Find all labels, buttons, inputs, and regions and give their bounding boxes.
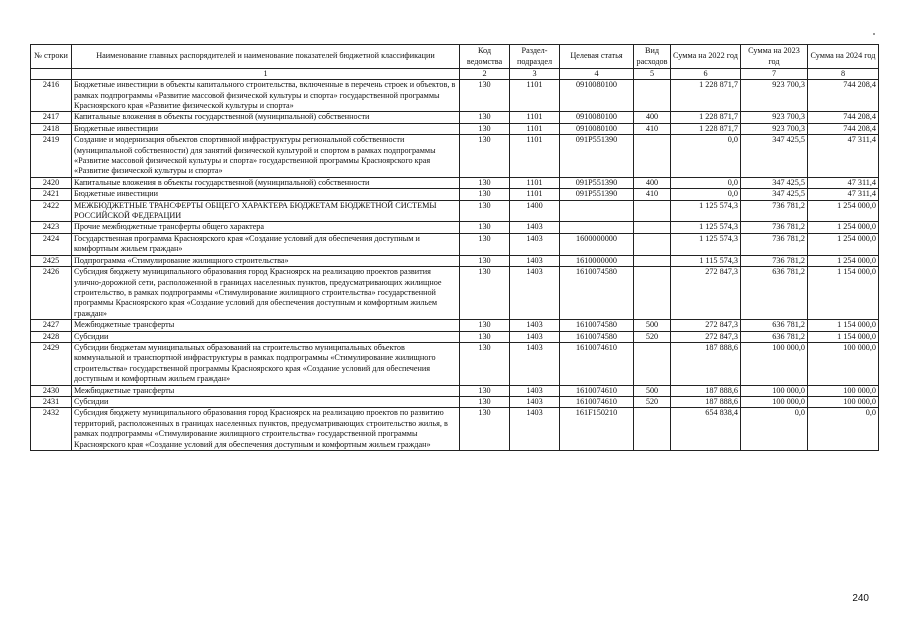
cell-expense-type: 520 xyxy=(634,331,671,342)
cell-row-number: 2431 xyxy=(31,396,72,407)
cell-dept-code: 130 xyxy=(460,222,510,233)
cell-sum-2023: 923 700,3 xyxy=(741,123,808,134)
cell-row-number: 2426 xyxy=(31,267,72,320)
cell-dept-code: 130 xyxy=(460,233,510,255)
cell-target-article: 1610074610 xyxy=(560,396,634,407)
cell-name: Субсидия бюджету муниципального образования город Красноярск на реализацию проектов по развитию территорий, расположенных в границах населенных пунктов, предусматривающих строительство жилья, в рамках подпрограммы «Стимулирование жилищного строительства» государственной программы Красноярского края «Создание условий для обеспечения доступным и комфортным жильем граждан» xyxy=(72,408,460,451)
cell-name: МЕЖБЮДЖЕТНЫЕ ТРАНСФЕРТЫ ОБЩЕГО ХАРАКТЕРА БЮДЖЕТАМ БЮДЖЕТНОЙ СИСТЕМЫ РОССИЙСКОЙ ФЕДЕРАЦИИ xyxy=(72,200,460,222)
cell-row-number: 2423 xyxy=(31,222,72,233)
cell-dept-code: 130 xyxy=(460,80,510,112)
column-number-row xyxy=(31,69,879,80)
table-row xyxy=(31,189,879,200)
cell-section-code: 1101 xyxy=(510,123,560,134)
cell-row-number: 2418 xyxy=(31,123,72,134)
header-row-no: № строки xyxy=(31,45,72,69)
cell-section-code: 1101 xyxy=(510,112,560,123)
cell-sum-2024: 1 254 000,0 xyxy=(808,255,879,266)
cell-sum-2024: 100 000,0 xyxy=(808,396,879,407)
cell-sum-2023: 347 425,5 xyxy=(741,135,808,178)
cell-target-article: 1610074580 xyxy=(560,320,634,331)
table-row xyxy=(31,396,879,407)
cell-sum-2022: 1 228 871,7 xyxy=(671,112,741,123)
cell-sum-2022: 187 888,6 xyxy=(671,342,741,385)
cell-target-article: 0910080100 xyxy=(560,123,634,134)
cell-dept-code: 130 xyxy=(460,267,510,320)
cell-sum-2024: 1 154 000,0 xyxy=(808,267,879,320)
cell-section-code: 1403 xyxy=(510,331,560,342)
cell-sum-2022: 0,0 xyxy=(671,135,741,178)
cell-sum-2022: 272 847,3 xyxy=(671,320,741,331)
cell-dept-code: 130 xyxy=(460,112,510,123)
cell-row-number: 2419 xyxy=(31,135,72,178)
table-header xyxy=(31,45,879,80)
cell-expense-type xyxy=(634,200,671,222)
budget-table xyxy=(30,44,879,451)
cell-name: Создание и модернизация объектов спортивной инфраструктуры региональной собственности (муниципальной собственности) для занятий физической культурой и спортом в рамках подпрограммы «Развитие массовой физической культуры и спорта» государственной программы Красноярского края «Развитие физической культуры и спорта» xyxy=(72,135,460,178)
cell-section-code: 1403 xyxy=(510,267,560,320)
cell-dept-code: 130 xyxy=(460,320,510,331)
cell-row-number: 2420 xyxy=(31,177,72,188)
cell-row-number: 2429 xyxy=(31,342,72,385)
cell-target-article: 0910080100 xyxy=(560,112,634,123)
cell-row-number: 2422 xyxy=(31,200,72,222)
cell-sum-2022: 1 125 574,3 xyxy=(671,233,741,255)
cell-sum-2023: 923 700,3 xyxy=(741,80,808,112)
column-number xyxy=(31,69,72,80)
cell-sum-2023: 347 425,5 xyxy=(741,189,808,200)
cell-sum-2022: 654 838,4 xyxy=(671,408,741,451)
cell-name: Капитальные вложения в объекты государственной (муниципальной) собственности xyxy=(72,177,460,188)
cell-sum-2022: 0,0 xyxy=(671,189,741,200)
cell-target-article: 1600000000 xyxy=(560,233,634,255)
cell-sum-2024: 100 000,0 xyxy=(808,342,879,385)
table-row xyxy=(31,385,879,396)
table-row xyxy=(31,200,879,222)
table-body xyxy=(31,80,879,451)
cell-expense-type xyxy=(634,233,671,255)
table-row xyxy=(31,320,879,331)
cell-sum-2023: 736 781,2 xyxy=(741,233,808,255)
cell-expense-type: 410 xyxy=(634,189,671,200)
cell-section-code: 1403 xyxy=(510,222,560,233)
cell-name: Бюджетные инвестиции в объекты капитального строительства, включенные в перечень строек и объектов, в рамках подпрограммы «Развитие массовой физической культуры и спорта» государственной программы Красноярского края «Развитие физической культуры и спорта» xyxy=(72,80,460,112)
cell-sum-2023: 100 000,0 xyxy=(741,342,808,385)
cell-expense-type: 500 xyxy=(634,385,671,396)
cell-section-code: 1403 xyxy=(510,255,560,266)
cell-sum-2024: 744 208,4 xyxy=(808,123,879,134)
cell-target-article: 1610000000 xyxy=(560,255,634,266)
cell-target-article: 091P551390 xyxy=(560,189,634,200)
column-number: 5 xyxy=(634,69,671,80)
cell-expense-type xyxy=(634,342,671,385)
header-sum-2022: Сумма на 2022 год xyxy=(671,45,741,69)
column-number: 4 xyxy=(560,69,634,80)
cell-expense-type: 410 xyxy=(634,123,671,134)
cell-section-code: 1403 xyxy=(510,408,560,451)
cell-row-number: 2424 xyxy=(31,233,72,255)
cell-sum-2024: 1 154 000,0 xyxy=(808,320,879,331)
table-row xyxy=(31,408,879,451)
cell-section-code: 1400 xyxy=(510,200,560,222)
cell-row-number: 2427 xyxy=(31,320,72,331)
cell-name: Субсидии xyxy=(72,331,460,342)
cell-sum-2022: 272 847,3 xyxy=(671,331,741,342)
cell-sum-2023: 636 781,2 xyxy=(741,320,808,331)
cell-sum-2024: 1 154 000,0 xyxy=(808,331,879,342)
cell-expense-type: 500 xyxy=(634,320,671,331)
cell-sum-2022: 272 847,3 xyxy=(671,267,741,320)
page-number: 240 xyxy=(852,593,869,604)
cell-target-article: 1610074580 xyxy=(560,331,634,342)
cell-expense-type xyxy=(634,408,671,451)
cell-sum-2022: 1 115 574,3 xyxy=(671,255,741,266)
cell-row-number: 2430 xyxy=(31,385,72,396)
cell-section-code: 1403 xyxy=(510,320,560,331)
header-name: Наименование главных распорядителей и наименование показателей бюджетной классификации xyxy=(72,45,460,69)
cell-name: Бюджетные инвестиции xyxy=(72,123,460,134)
cell-sum-2024: 47 311,4 xyxy=(808,177,879,188)
cell-sum-2023: 736 781,2 xyxy=(741,200,808,222)
cell-dept-code: 130 xyxy=(460,396,510,407)
cell-dept-code: 130 xyxy=(460,342,510,385)
cell-name: Капитальные вложения в объекты государственной (муниципальной) собственности xyxy=(72,112,460,123)
cell-sum-2022: 1 228 871,7 xyxy=(671,123,741,134)
cell-dept-code: 130 xyxy=(460,123,510,134)
cell-name: Подпрограмма «Стимулирование жилищного строительства» xyxy=(72,255,460,266)
cell-sum-2024: 1 254 000,0 xyxy=(808,200,879,222)
cell-sum-2023: 347 425,5 xyxy=(741,177,808,188)
cell-expense-type xyxy=(634,255,671,266)
cell-sum-2022: 1 125 574,3 xyxy=(671,222,741,233)
cell-dept-code: 130 xyxy=(460,135,510,178)
cell-section-code: 1101 xyxy=(510,135,560,178)
cell-sum-2022: 0,0 xyxy=(671,177,741,188)
cell-dept-code: 130 xyxy=(460,177,510,188)
cell-sum-2024: 744 208,4 xyxy=(808,80,879,112)
cell-expense-type xyxy=(634,267,671,320)
cell-target-article xyxy=(560,222,634,233)
cell-sum-2023: 100 000,0 xyxy=(741,396,808,407)
cell-row-number: 2421 xyxy=(31,189,72,200)
header-section: Раздел-подраздел xyxy=(510,45,560,69)
cell-sum-2023: 923 700,3 xyxy=(741,112,808,123)
cell-section-code: 1403 xyxy=(510,233,560,255)
table-row xyxy=(31,80,879,112)
cell-dept-code: 130 xyxy=(460,408,510,451)
cell-name: Субсидии xyxy=(72,396,460,407)
cell-name: Межбюджетные трансферты xyxy=(72,320,460,331)
header-sum-2024: Сумма на 2024 год xyxy=(808,45,879,69)
cell-section-code: 1403 xyxy=(510,396,560,407)
cell-dept-code: 130 xyxy=(460,255,510,266)
cell-target-article: 091P551390 xyxy=(560,135,634,178)
cell-sum-2023: 0,0 xyxy=(741,408,808,451)
cell-sum-2022: 187 888,6 xyxy=(671,396,741,407)
cell-sum-2023: 736 781,2 xyxy=(741,222,808,233)
cell-name: Государственная программа Красноярского края «Создание условий для обеспечения доступным и комфортным жильем граждан» xyxy=(72,233,460,255)
cell-expense-type: 520 xyxy=(634,396,671,407)
cell-sum-2022: 187 888,6 xyxy=(671,385,741,396)
cell-expense-type xyxy=(634,80,671,112)
cell-section-code: 1403 xyxy=(510,385,560,396)
table-row xyxy=(31,135,879,178)
cell-target-article: 091P551390 xyxy=(560,177,634,188)
column-number: 3 xyxy=(510,69,560,80)
cell-row-number: 2416 xyxy=(31,80,72,112)
cell-dept-code: 130 xyxy=(460,189,510,200)
cell-name: Прочие межбюджетные трансферты общего характера xyxy=(72,222,460,233)
table-row xyxy=(31,222,879,233)
column-number: 7 xyxy=(741,69,808,80)
cell-target-article: 1610074580 xyxy=(560,267,634,320)
cell-section-code: 1101 xyxy=(510,177,560,188)
cell-sum-2023: 636 781,2 xyxy=(741,331,808,342)
cell-sum-2024: 1 254 000,0 xyxy=(808,233,879,255)
cell-name: Субсидии бюджетам муниципальных образований на строительство муниципальных объектов коммунальной и транспортной инфраструктуры в рамках подпрограммы «Стимулирование жилищного строительства» государственной программы Красноярского края «Создание условий для обеспечения доступным и комфортным жильем граждан» xyxy=(72,342,460,385)
header-dept: Код ведомства xyxy=(460,45,510,69)
cell-row-number: 2425 xyxy=(31,255,72,266)
table-row xyxy=(31,112,879,123)
cell-target-article xyxy=(560,200,634,222)
cell-name: Субсидия бюджету муниципального образования город Красноярск на реализацию проектов развития улично-дорожной сети, расположенной в границах населенных пунктов, предусматривающих жилищное строительство, в рамках подпрограммы «Стимулирование жилищного строительства» государственной программы Красноярского края «Создание условий для обеспечения доступным и комфортным жильем граждан» xyxy=(72,267,460,320)
cell-dept-code: 130 xyxy=(460,331,510,342)
cell-target-article: 161F150210 xyxy=(560,408,634,451)
header-row xyxy=(31,45,879,69)
cell-sum-2023: 100 000,0 xyxy=(741,385,808,396)
header-sum-2023: Сумма на 2023 год xyxy=(741,45,808,69)
header-target: Целевая статья xyxy=(560,45,634,69)
cell-name: Межбюджетные трансферты xyxy=(72,385,460,396)
header-exptype: Вид расходов xyxy=(634,45,671,69)
cell-dept-code: 130 xyxy=(460,385,510,396)
cell-section-code: 1101 xyxy=(510,189,560,200)
cell-sum-2023: 736 781,2 xyxy=(741,255,808,266)
cell-row-number: 2432 xyxy=(31,408,72,451)
cell-row-number: 2428 xyxy=(31,331,72,342)
cell-sum-2024: 100 000,0 xyxy=(808,385,879,396)
cell-sum-2024: 47 311,4 xyxy=(808,189,879,200)
column-number: 2 xyxy=(460,69,510,80)
cell-sum-2022: 1 228 871,7 xyxy=(671,80,741,112)
column-number: 1 xyxy=(72,69,460,80)
cell-expense-type: 400 xyxy=(634,177,671,188)
cell-expense-type xyxy=(634,135,671,178)
cell-dept-code: 130 xyxy=(460,200,510,222)
cell-sum-2024: 0,0 xyxy=(808,408,879,451)
table-row xyxy=(31,331,879,342)
cell-sum-2024: 1 254 000,0 xyxy=(808,222,879,233)
cell-row-number: 2417 xyxy=(31,112,72,123)
table-row xyxy=(31,342,879,385)
table-row xyxy=(31,123,879,134)
cell-target-article: 1610074610 xyxy=(560,342,634,385)
cell-expense-type: 400 xyxy=(634,112,671,123)
column-number: 6 xyxy=(671,69,741,80)
table-row xyxy=(31,233,879,255)
cell-target-article: 0910080100 xyxy=(560,80,634,112)
column-number: 8 xyxy=(808,69,879,80)
scan-dot xyxy=(873,33,875,35)
cell-target-article: 1610074610 xyxy=(560,385,634,396)
cell-section-code: 1403 xyxy=(510,342,560,385)
cell-sum-2024: 744 208,4 xyxy=(808,112,879,123)
cell-expense-type xyxy=(634,222,671,233)
cell-name: Бюджетные инвестиции xyxy=(72,189,460,200)
cell-section-code: 1101 xyxy=(510,80,560,112)
cell-sum-2024: 47 311,4 xyxy=(808,135,879,178)
cell-sum-2023: 636 781,2 xyxy=(741,267,808,320)
table-row xyxy=(31,267,879,320)
cell-sum-2022: 1 125 574,3 xyxy=(671,200,741,222)
table-row xyxy=(31,177,879,188)
table-row xyxy=(31,255,879,266)
